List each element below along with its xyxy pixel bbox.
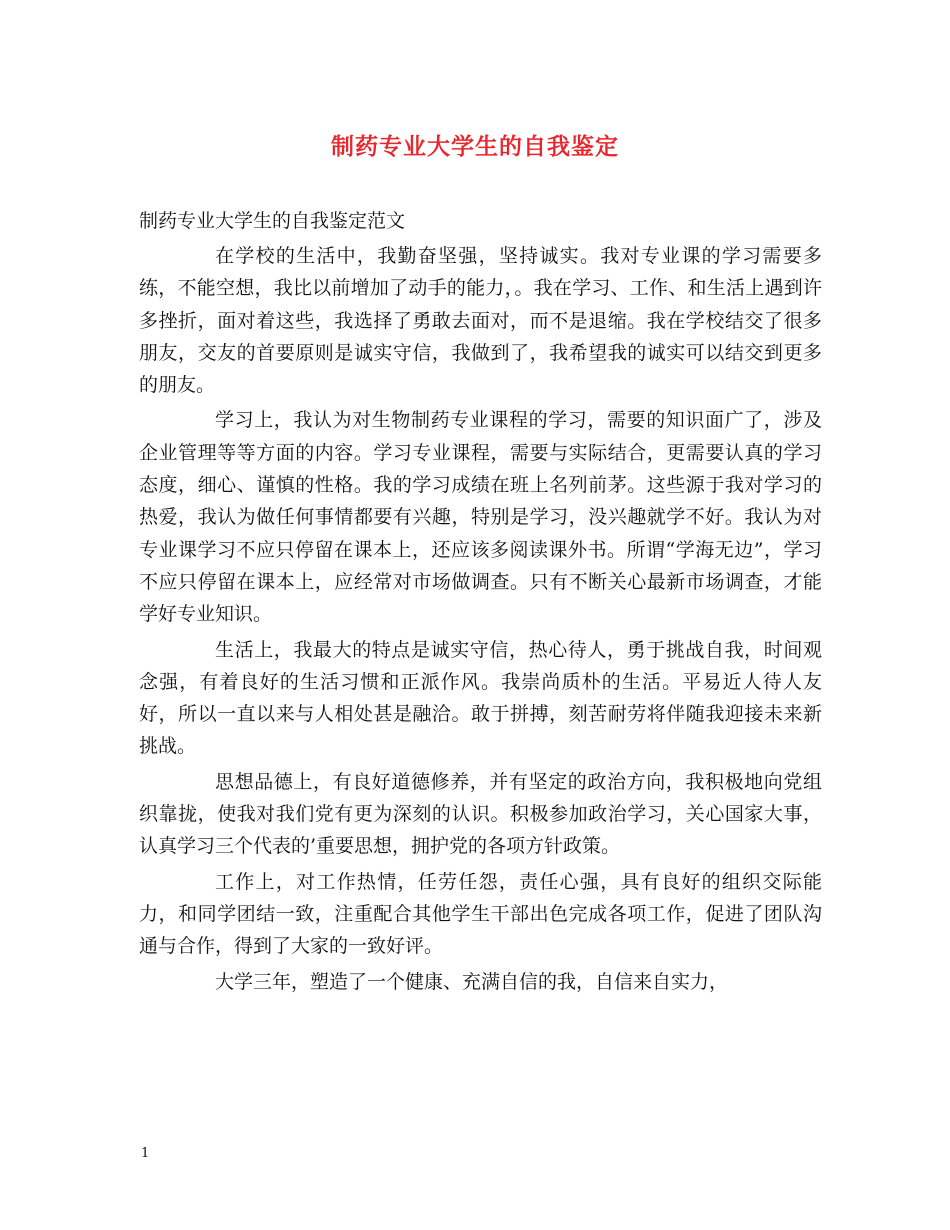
document-body [139,205,822,998]
paragraph-conclusion: 大学三年，塑造了一个健康、充满自信的我，自信来自实力， [215,970,729,993]
document-subtitle: 制药专业大学生的自我鉴定范文 [139,210,406,232]
paragraph-study: 学习上，我认为对生物制药专业课程的学习，需要的知识面广了，涉及企业管理等等方面的内容。学习专业课程，需要与实际结合，更需要认真的学习态度，细心、谨慎的性格。我的学习成绩在班上名列前茅。这些源于我对学习的热爱，我认为做任何事情都要有兴趣，特别是学习，没兴趣就学不好。我认为对专业课学习不应只停留在课本上，还应该多阅读课外书。所谓“学海无边”，学习不应只停留在课本上，应经常对市场做调查。只有不断关心最新市场调查，才能学好专业知识。 [139,409,822,626]
paragraph-intro: 在学校的生活中，我勤奋坚强，坚持诚实。我对专业课的学习需要多练，不能空想，我比以前增加了动手的能力，。我在学习、工作、和生活上遇到许多挫折，面对着这些，我选择了勇敢去面对，而不是退缩。我在学校结交了很多朋友，交友的首要原则是诚实守信，我做到了，我希望我的诚实可以结交到更多的朋友。 [139,245,822,397]
paragraph-life: 生活上，我最大的特点是诚实守信，热心待人，勇于挑战自我，时间观念强，有着良好的生活习惯和正派作风。我崇尚质朴的生活。平易近人待人友好，所以一直以来与人相处甚是融洽。敢于拼搏，刻苦耐劳将伴随我迎接未来新挑战。 [139,638,822,758]
paragraph-work: 工作上，对工作热情，任劳任怨，责任心强，具有良好的组织交际能力，和同学团结一致，注重配合其他学生干部出色完成各项工作，促进了团队沟通与合作，得到了大家的一致好评。 [139,870,822,958]
paragraph-morality: 思想品德上，有良好道德修养，并有坚定的政治方向，我积极地向党组织靠拢，使我对我们党有更为深刻的认识。积极参加政治学习，关心国家大事，认真学习三个代表的’重要思想，拥护党的各项方针政策。 [139,770,822,858]
page-number: 1 [141,1146,150,1161]
document-title: 制药专业大学生的自我鉴定 [331,133,619,160]
